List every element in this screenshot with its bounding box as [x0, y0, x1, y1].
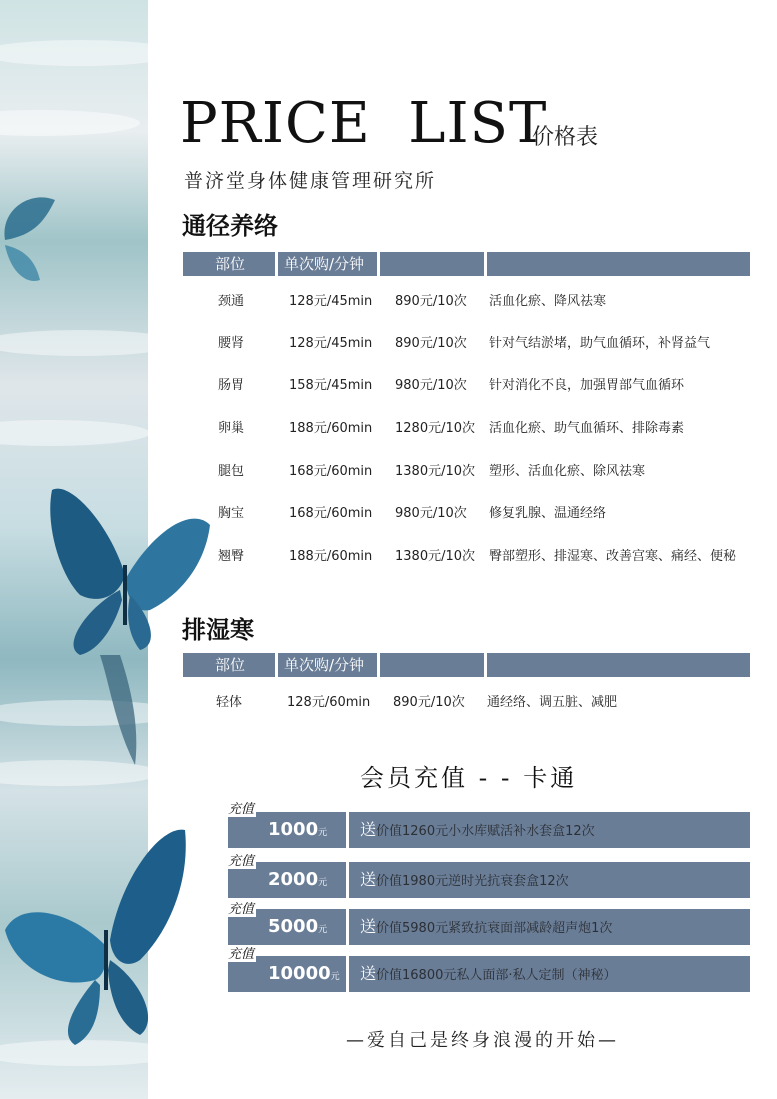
- cell-effect: 针对气结淤堵，助气血循环，补肾益气: [489, 336, 711, 351]
- table-row: [183, 333, 750, 355]
- cell-part: 卵巢: [218, 421, 245, 436]
- card-amount: 2000元: [268, 869, 328, 890]
- card-gift: 送价值1980元逆时光抗衰套盒12次: [360, 870, 569, 889]
- membership-title: 会员充值 - - 卡通: [360, 764, 578, 792]
- cell-effect: 塑形、活血化瘀、除风祛寒: [489, 464, 646, 479]
- header-divider: [377, 252, 380, 276]
- table-row: [183, 461, 750, 483]
- header-part: 部位: [215, 255, 246, 273]
- cell-single: 128元/45min: [289, 294, 373, 309]
- recharge-tag: 充值: [228, 854, 255, 869]
- cell-single: 168元/60min: [289, 464, 373, 479]
- card-gift: 送价值16800元私人面部·私人定制（神秘）: [360, 964, 617, 983]
- table-row: [183, 546, 750, 568]
- table-row: [183, 503, 750, 525]
- cell-part: 腿包: [218, 464, 245, 479]
- card-gift: 送价值5980元紧致抗衰面部减龄超声炮1次: [360, 917, 613, 936]
- cell-package: 890元/10次: [395, 294, 467, 309]
- cell-effect: 活血化瘀、助气血循环、排除毒素: [489, 421, 685, 436]
- recharge-tag: 充值: [228, 947, 255, 962]
- cell-single: 168元/60min: [289, 506, 373, 521]
- membership-card: [228, 862, 750, 898]
- cell-package: 980元/10次: [395, 506, 467, 521]
- cell-part: 翘臀: [218, 549, 245, 564]
- recharge-tag: 充值: [228, 902, 255, 917]
- membership-card: [228, 812, 750, 848]
- cell-single: 188元/60min: [289, 549, 373, 564]
- table-row: [183, 291, 750, 313]
- cell-package: 1280元/10次: [395, 421, 476, 436]
- header-divider: [484, 252, 487, 276]
- header-divider: [377, 653, 380, 677]
- card-divider: [346, 909, 349, 945]
- membership-card: [228, 956, 750, 992]
- cell-effect: 通经络、调五脏、减肥: [487, 695, 618, 710]
- cell-effect: 活血化瘀、降风祛寒: [489, 294, 607, 309]
- card-divider: [346, 956, 349, 992]
- header-part: 部位: [215, 656, 246, 674]
- header-divider: [275, 252, 278, 276]
- footer-slogan: —爱自己是终身浪漫的开始—: [346, 1030, 619, 1051]
- butterfly-icon: [0, 190, 60, 290]
- cell-effect: 针对消化不良，加强胃部气血循环: [489, 378, 685, 393]
- page-title-cn: 价格表: [532, 125, 599, 150]
- cell-package: 980元/10次: [395, 378, 467, 393]
- table-row: [183, 375, 750, 397]
- cell-single: 128元/60min: [287, 695, 371, 710]
- cell-part: 肠胃: [218, 378, 245, 393]
- card-amount: 1000元: [268, 819, 328, 840]
- header-single: 单次购/分钟: [284, 656, 365, 674]
- cell-package: 890元/10次: [393, 695, 465, 710]
- butterfly-icon: [0, 820, 195, 1050]
- card-divider: [346, 862, 349, 898]
- cell-single: 128元/45min: [289, 336, 373, 351]
- card-amount: 5000元: [268, 916, 328, 937]
- cell-package: 890元/10次: [395, 336, 467, 351]
- cell-part: 胸宝: [218, 506, 245, 521]
- cell-effect: 臀部塑形、排湿寒、改善宫寒、痛经、便秘: [489, 549, 737, 564]
- header-divider: [275, 653, 278, 677]
- institute-name: 普济堂身体健康管理研究所: [184, 170, 437, 192]
- cell-single: 188元/60min: [289, 421, 373, 436]
- cell-part: 腰肾: [218, 336, 245, 351]
- table-row: [183, 692, 750, 714]
- cell-package: 1380元/10次: [395, 464, 476, 479]
- section-title: 通径养络: [182, 212, 278, 240]
- card-gift: 送价值1260元小水库赋活补水套盒12次: [360, 820, 595, 839]
- page-title: PRICE LIST: [180, 91, 548, 156]
- card-amount: 10000元: [268, 963, 340, 984]
- cell-single: 158元/45min: [289, 378, 373, 393]
- membership-card: [228, 909, 750, 945]
- cell-part: 轻体: [216, 695, 243, 710]
- header-single: 单次购/分钟: [284, 255, 365, 273]
- cell-part: 颈通: [218, 294, 245, 309]
- cell-effect: 修复乳腺、温通经络: [489, 506, 607, 521]
- section-title: 排湿寒: [182, 616, 254, 644]
- table-header: [183, 653, 750, 677]
- table-row: [183, 418, 750, 440]
- header-divider: [484, 653, 487, 677]
- card-divider: [346, 812, 349, 848]
- cell-package: 1380元/10次: [395, 549, 476, 564]
- recharge-tag: 充值: [228, 802, 255, 817]
- table-header: [183, 252, 750, 276]
